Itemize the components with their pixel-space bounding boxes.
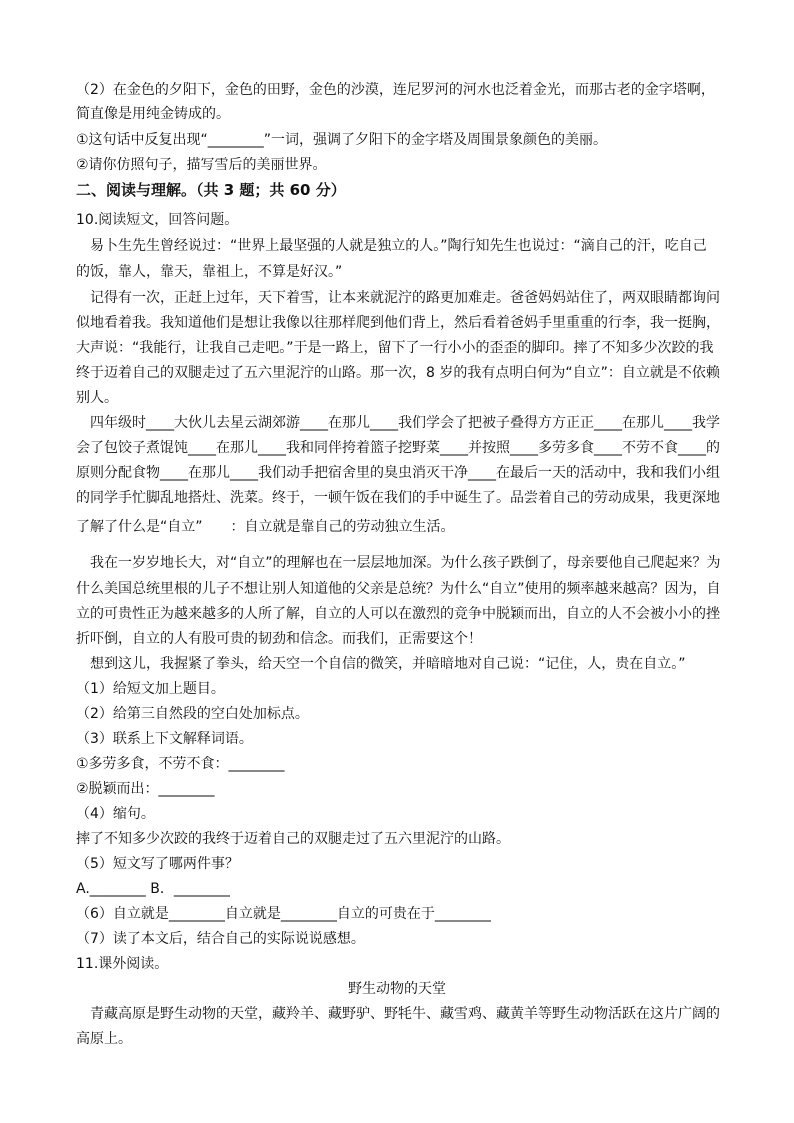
question-9-2-sub-1: ①这句话中反复出现“________”一词，强调了夕阳下的金字塔及周围景象颜色的美丽。	[76, 132, 608, 148]
passage-line: 高原上。	[76, 1031, 132, 1047]
question-10-3-a: ①多劳多食，不劳不食：________	[76, 756, 285, 772]
question-10-4-sentence: 摔了不知多少次跤的我终于迈着自己的双腿走过了五六里泥泞的山路。	[76, 831, 510, 847]
passage-line: 终于迈着自己的双腿走过了五六里泥泞的山路。那一次，8 岁的我有点明白何为“自立”：自立就是不依赖	[76, 365, 720, 381]
question-9-2-line-2: 简直像是用纯金铸成的。	[76, 106, 230, 122]
passage-line: 的同学手忙脚乱地搭灶、洗菜。终于，一顿午饭在我们的手中诞生了。品尝着自己的劳动成果，我更深地	[76, 490, 720, 506]
passage-line: 别人。	[76, 390, 118, 406]
question-10-2: （2）给第三自然段的空白处加标点。	[76, 706, 309, 722]
question-10-6: （6）自立就是________自立就是________自立的可贵在于________	[76, 906, 491, 922]
passage-line: 折吓倒，自立的人有股可贵的韧劲和信念。而我们，正需要这个！	[76, 631, 482, 647]
passage-line: 似地看着我。我知道他们是想让我像以往那样爬到他们背上，然后看着爸妈手里重重的行李，我一挺胸，	[76, 315, 720, 331]
question-10-3: （3）联系上下文解释词语。	[76, 731, 253, 747]
passage-line: 记得有一次，正赶上过年，天下着雪，让本来就泥泞的路更加难走。爸爸妈妈站住了，两双眼睛都询问	[90, 290, 720, 306]
question-10-5: （5）短文写了哪两件事？	[76, 856, 239, 872]
passage-line: 易卜生先生曾经说过：“世界上最坚强的人就是独立的人。”陶行知先生也说过：“滴自己的汗，吃自己	[90, 238, 707, 254]
passage-line: 四年级时____大伙儿去星云湖郊游____在那儿____我们学会了把被子叠得方方正正____在那儿____我学	[90, 415, 720, 431]
question-10-3-b: ②脱颖而出：________	[76, 781, 215, 797]
passage-line: 青藏高原是野生动物的天堂，藏羚羊、藏野驴、野牦牛、藏雪鸡、藏黄羊等野生动物活跃在这片广阔的	[90, 1006, 720, 1022]
passage-line: 大声说：“我能行，让我自己走吧。”于是一路上，留下了一行小小的歪歪的脚印。摔了不知多少次跤的我	[76, 340, 714, 356]
question-10-4: （4）缩句。	[76, 806, 155, 822]
passage-line: 的饭，靠人，靠天，靠祖上，不算是好汉。”	[76, 264, 343, 280]
question-9-2-sub-2: ②请你仿照句子，描写雪后的美丽世界。	[76, 157, 327, 173]
question-11-title: 11.课外阅读。	[76, 956, 169, 972]
question-10-title: 10.阅读短文，回答问题。	[76, 212, 239, 228]
passage-line: 什么美国总统里根的儿子不想让别人知道他的父亲是总统？为什么“自立”使用的频率越来越高？因为，自	[76, 581, 721, 597]
section-heading: 二、阅读与理解。（共 3 题；共 60 分）	[76, 181, 346, 199]
passage-line: 会了包饺子煮馄饨____在那儿____我和同伴挎着篮子挖野菜____并按照____多劳多食____不劳不食____的	[76, 440, 720, 456]
passage-line: 了解了什么是“自立” ：自立就是靠自己的劳动独立生活。	[76, 519, 455, 535]
question-10-5-options: A.________ B．________	[76, 881, 230, 897]
passage-line: 想到这儿，我握紧了拳头，给天空一个自信的微笑，并暗暗地对自己说：“记住，人，贵在自立。”	[90, 656, 686, 672]
question-10-1: （1）给短文加上题目。	[76, 681, 225, 697]
passage-line: 我在一岁岁地长大，对“自立”的理解也在一层层地加深。为什么孩子跌倒了，母亲要他自己爬起来？为	[90, 555, 721, 571]
passage-line: 立的可贵性正为越来越多的人所了解，自立的人可以在激烈的竞争中脱颖而出，自立的人不会被小小的挫	[76, 606, 720, 622]
passage-line: 原则分配食物____在那儿____我们动手把宿舍里的臭虫消灭干净____在最后一天的活动中，我和我们小组	[76, 465, 720, 481]
question-10-7: （7）读了本文后，结合自己的实际说说感想。	[76, 931, 365, 947]
question-9-2-line-1: （2）在金色的夕阳下，金色的田野，金色的沙漠，连尼罗河的河水也泛着金光，而那古老的金字塔啊，	[76, 82, 715, 98]
passage-title: 野生动物的天堂	[348, 981, 446, 997]
